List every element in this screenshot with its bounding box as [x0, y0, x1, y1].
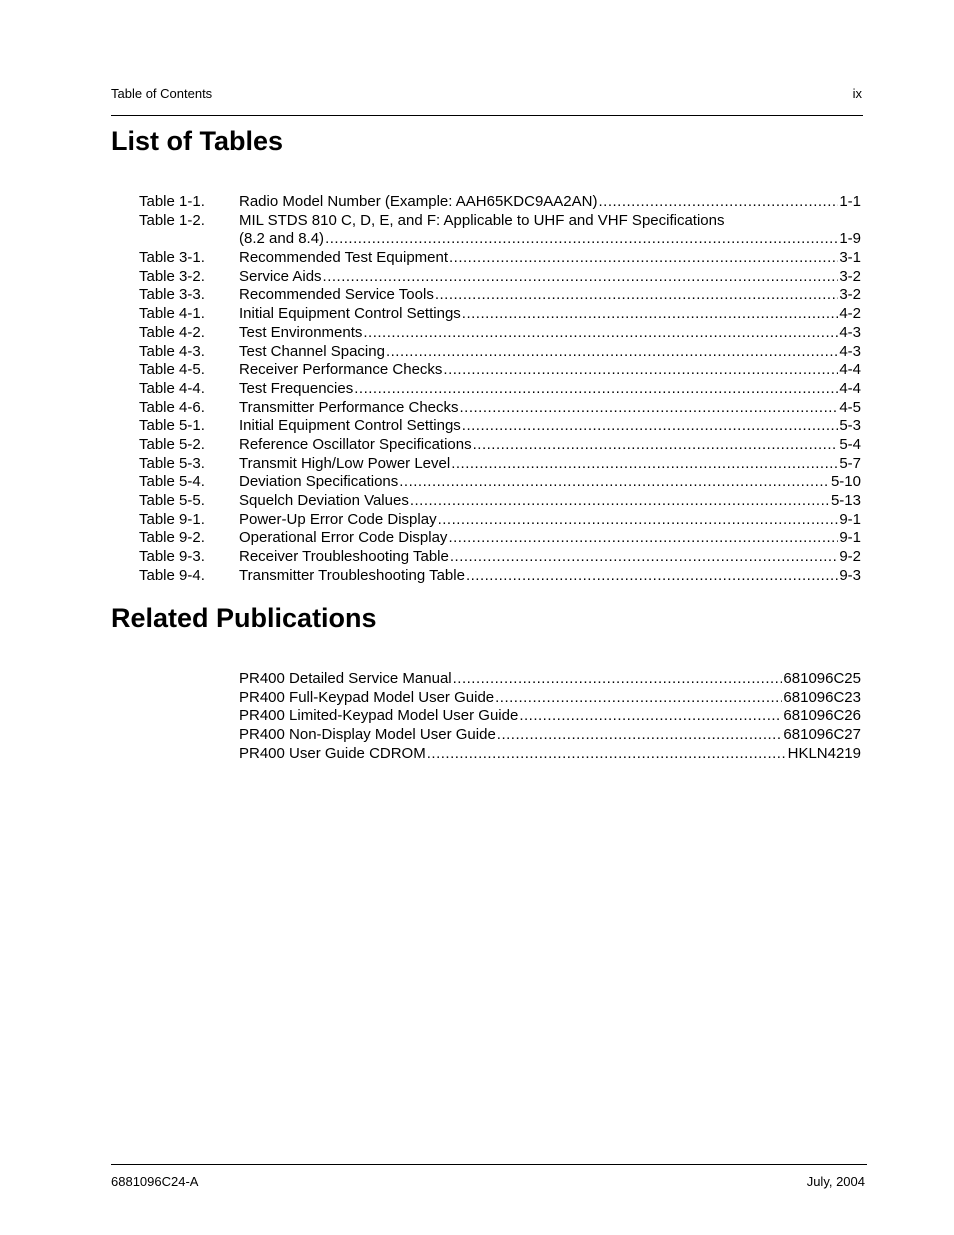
publication-code: HKLN4219 — [787, 744, 861, 762]
page-reference: 5-13 — [830, 492, 861, 510]
table-title: Receiver Troubleshooting Table — [239, 548, 449, 566]
table-title: Radio Model Number (Example: AAH65KDC9AA2AN) — [239, 193, 598, 210]
header-divider — [111, 115, 863, 116]
toc-entry-line — [239, 455, 861, 474]
page-reference: 5-7 — [839, 454, 861, 472]
page-reference: 9-3 — [839, 566, 861, 584]
table-number: Table 4-4. — [139, 379, 205, 397]
table-number: Table 9-2. — [139, 529, 205, 547]
page-reference: 3-1 — [839, 249, 861, 267]
page-reference: 3-2 — [839, 267, 861, 285]
table-title: Receiver Performance Checks — [239, 361, 443, 379]
table-title: Transmit High/Low Power Level — [239, 454, 451, 472]
dot-leader — [435, 286, 838, 305]
toc-entry-line — [239, 343, 861, 362]
publication-entry[interactable] — [239, 670, 861, 689]
toc-entry-line — [239, 230, 861, 249]
page-reference: 9-2 — [839, 548, 861, 566]
dot-leader — [427, 745, 787, 764]
table-title: Test Environments — [239, 323, 363, 341]
page-reference: 4-3 — [839, 323, 861, 341]
page-reference: 4-3 — [839, 342, 861, 360]
footer-date: July, 2004 — [806, 1174, 865, 1189]
footer-doc-number: 6881096C24-A — [111, 1174, 199, 1189]
toc-entry-line — [239, 492, 861, 511]
table-number: Table 4-6. — [139, 398, 205, 416]
page-reference: 4-2 — [839, 305, 861, 323]
footer-divider — [111, 1164, 867, 1165]
table-title: (8.2 and 8.4) — [239, 230, 325, 248]
page-reference: 4-4 — [839, 379, 861, 397]
toc-entry-line — [239, 436, 861, 455]
toc-entry-line — [239, 268, 861, 287]
publication-title: PR400 User Guide CDROM — [239, 744, 426, 762]
header-section-name: Table of Contents — [111, 86, 213, 101]
table-title: Power-Up Error Code Display — [239, 510, 437, 528]
toc-entry[interactable] — [139, 511, 861, 530]
dot-leader — [598, 193, 838, 212]
table-title-line1: MIL STDS 810 C, D, E, and F: Applicable to UHF and VHF Specifications — [239, 211, 725, 229]
table-number: Table 3-1. — [139, 249, 205, 267]
publication-code: 681096C23 — [783, 688, 861, 706]
page-reference: 1-9 — [839, 230, 861, 248]
toc-entry[interactable] — [139, 324, 861, 343]
toc-entry-line — [239, 193, 861, 212]
toc-entry[interactable] — [139, 249, 861, 268]
header-page-number: ix — [852, 86, 862, 101]
dot-leader — [399, 473, 830, 492]
publication-title: PR400 Detailed Service Manual — [239, 670, 452, 687]
publication-entry[interactable] — [239, 689, 861, 708]
dot-leader — [438, 511, 839, 530]
table-title: Squelch Deviation Values — [239, 492, 409, 510]
toc-entry-line — [239, 417, 861, 436]
toc-entry[interactable] — [139, 529, 861, 548]
publication-code: 681096C27 — [783, 726, 861, 744]
toc-entry[interactable] — [139, 417, 861, 436]
table-title: Service Aids — [239, 267, 322, 285]
toc-entry[interactable] — [139, 436, 861, 455]
publication-entry-line — [239, 689, 861, 708]
table-title: Recommended Service Tools — [239, 286, 434, 304]
page-reference: 9-1 — [839, 529, 861, 547]
toc-entry[interactable] — [139, 492, 861, 511]
dot-leader — [451, 455, 838, 474]
dot-leader — [443, 361, 838, 380]
toc-entry[interactable] — [139, 212, 861, 249]
page-reference: 5-4 — [839, 435, 861, 453]
table-title: Initial Equipment Control Settings — [239, 417, 461, 435]
dot-leader — [497, 726, 783, 745]
toc-entry[interactable] — [139, 286, 861, 305]
dot-leader — [386, 343, 838, 362]
table-title: Initial Equipment Control Settings — [239, 305, 461, 323]
table-title: Test Frequencies — [239, 379, 354, 397]
publication-entry[interactable] — [239, 707, 861, 726]
table-title: Operational Error Code Display — [239, 529, 448, 547]
toc-entry[interactable] — [139, 399, 861, 418]
table-title: Reference Oscillator Specifications — [239, 435, 472, 453]
table-number: Table 4-2. — [139, 323, 205, 341]
table-number: Table 4-1. — [139, 305, 205, 323]
page-reference: 4-4 — [839, 361, 861, 379]
table-number: Table 9-1. — [139, 510, 205, 528]
toc-entry-line — [239, 361, 861, 380]
dot-leader — [519, 707, 782, 726]
toc-entry-line — [239, 511, 861, 530]
dot-leader — [462, 305, 839, 324]
page-reference: 9-1 — [839, 510, 861, 528]
toc-entry-line — [239, 305, 861, 324]
dot-leader — [325, 230, 838, 249]
table-number: Table 3-2. — [139, 267, 205, 285]
page-reference: 4-5 — [839, 398, 861, 416]
page-reference: 3-2 — [839, 286, 861, 304]
table-number: Table 5-5. — [139, 492, 205, 510]
list-of-tables-heading: List of Tables — [111, 126, 284, 156]
toc-entry[interactable] — [139, 268, 861, 287]
toc-entry-line — [239, 529, 861, 548]
publication-title: PR400 Limited-Keypad Model User Guide — [239, 707, 519, 725]
table-title: Transmitter Performance Checks — [239, 398, 459, 416]
related-publications-heading: Related Publications — [111, 603, 377, 633]
table-number: Table 5-1. — [139, 417, 205, 435]
toc-entry[interactable] — [139, 548, 861, 567]
toc-entry-line — [239, 324, 861, 343]
toc-entry-line — [239, 380, 861, 399]
toc-entry-line — [239, 399, 861, 418]
publication-code: 681096C26 — [783, 707, 861, 725]
table-number: Table 5-4. — [139, 473, 205, 491]
dot-leader — [448, 529, 838, 548]
toc-entry[interactable] — [139, 343, 861, 362]
publication-entry[interactable] — [239, 745, 861, 764]
publication-title: PR400 Non-Display Model User Guide — [239, 726, 496, 744]
table-title: Test Channel Spacing — [239, 342, 385, 360]
table-number: Table 5-2. — [139, 435, 205, 453]
publication-entry-line — [239, 670, 861, 689]
table-number: Table 1-1. — [139, 193, 205, 210]
publication-entry-line — [239, 707, 861, 726]
dot-leader — [495, 689, 782, 708]
toc-entry[interactable] — [139, 361, 861, 380]
table-number: Table 3-3. — [139, 286, 205, 304]
dot-leader — [460, 399, 839, 418]
page-reference: 1-1 — [839, 193, 861, 210]
publication-title: PR400 Full-Keypad Model User Guide — [239, 688, 495, 706]
dot-leader — [449, 249, 838, 268]
publication-entry-line — [239, 745, 861, 764]
page-header — [111, 86, 862, 106]
toc-entry-line — [239, 286, 861, 305]
publication-code: 681096C25 — [783, 670, 861, 687]
dot-leader — [410, 492, 830, 511]
list-of-tables — [139, 193, 861, 585]
toc-entry[interactable] — [139, 305, 861, 324]
toc-entry-line — [239, 548, 861, 567]
toc-entry[interactable] — [139, 193, 861, 212]
dot-leader — [323, 268, 839, 287]
toc-entry[interactable] — [139, 473, 861, 492]
table-title: Deviation Specifications — [239, 473, 399, 491]
dot-leader — [450, 548, 838, 567]
table-title: Recommended Test Equipment — [239, 249, 449, 267]
table-number: Table 4-5. — [139, 361, 205, 379]
toc-entry[interactable] — [139, 380, 861, 399]
table-number: Table 5-3. — [139, 454, 205, 472]
page-footer — [111, 1174, 865, 1194]
page-reference: 5-10 — [830, 473, 861, 491]
page-reference: 5-3 — [839, 417, 861, 435]
toc-entry-line — [239, 567, 861, 586]
related-publications-list — [239, 670, 861, 763]
toc-entry-line — [239, 249, 861, 268]
publication-entry[interactable] — [239, 726, 861, 745]
dot-leader — [363, 324, 838, 343]
toc-entry[interactable] — [139, 567, 861, 586]
table-number: Table 9-3. — [139, 548, 205, 566]
dot-leader — [453, 670, 783, 689]
dot-leader — [462, 417, 839, 436]
dot-leader — [466, 567, 838, 586]
table-number: Table 9-4. — [139, 566, 205, 584]
dot-leader — [354, 380, 838, 399]
table-title: Transmitter Troubleshooting Table — [239, 566, 465, 584]
publication-entry-line — [239, 726, 861, 745]
toc-entry[interactable] — [139, 455, 861, 474]
table-number: Table 4-3. — [139, 342, 205, 360]
table-number: Table 1-2. — [139, 211, 205, 229]
dot-leader — [473, 436, 839, 455]
toc-entry-line — [239, 473, 861, 492]
